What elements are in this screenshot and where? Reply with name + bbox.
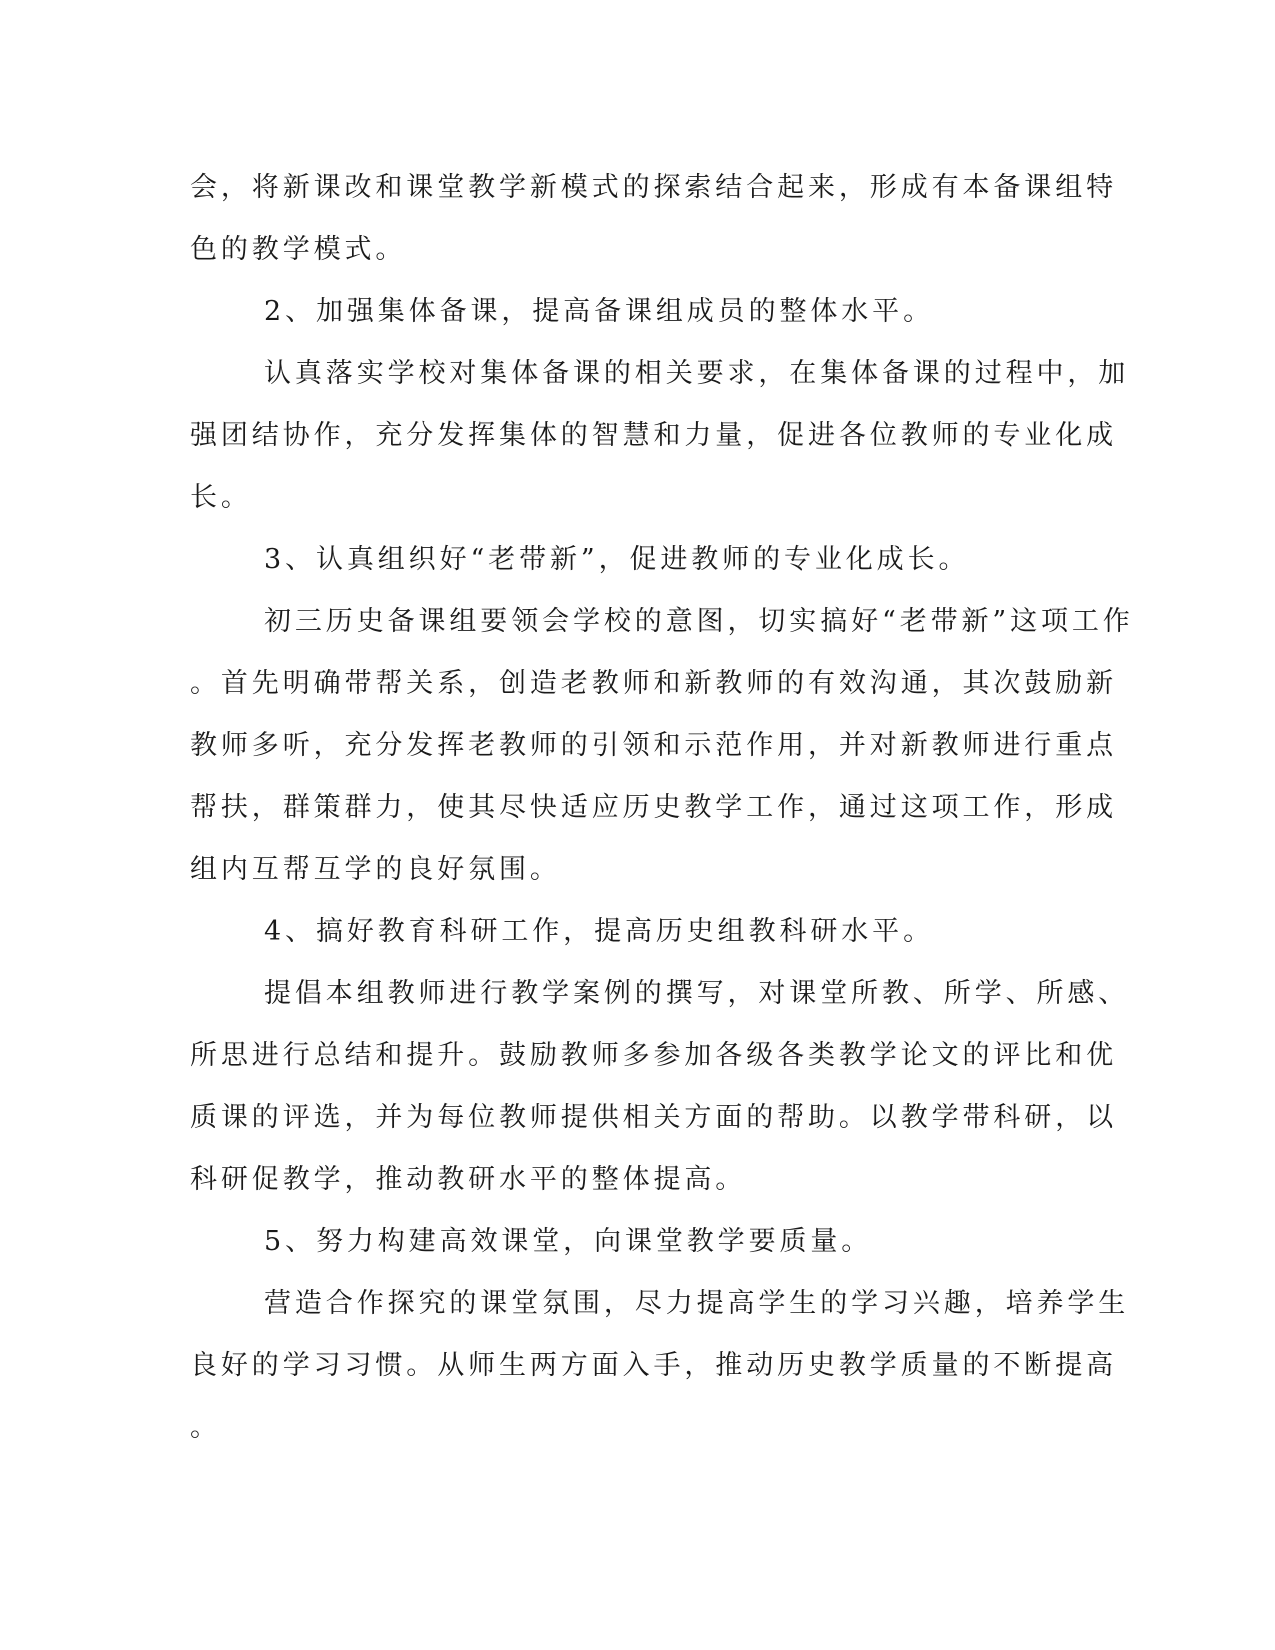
text-line: 初三历史备课组要领会学校的意图，切实搞好“老带新”这项工作 (264, 606, 1134, 637)
text-line: 良好的学习习惯。从师生两方面入手，推动历史教学质量的不断提高 (190, 1350, 1117, 1381)
text-line: 会，将新课改和课堂教学新模式的探索结合起来，形成有本备课组特 (190, 172, 1117, 203)
text-line: 帮扶，群策群力，使其尽快适应历史教学工作，通过这项工作，形成 (190, 792, 1117, 823)
text-line: 所思进行总结和提升。鼓励教师多参加各级各类教学论文的评比和优 (190, 1040, 1117, 1071)
text-line: 。首先明确带帮关系，创造老教师和新教师的有效沟通，其次鼓励新 (190, 668, 1117, 699)
text-line: 科研促教学，推动教研水平的整体提高。 (190, 1164, 747, 1195)
section-heading: 3、认真组织好“老带新”，促进教师的专业化成长。 (264, 544, 970, 575)
text-line: 教师多听，充分发挥老教师的引领和示范作用，并对新教师进行重点 (190, 730, 1117, 761)
text-line: 质课的评选，并为每位教师提供相关方面的帮助。以教学带科研，以 (190, 1102, 1117, 1133)
section-heading: 5、努力构建高效课堂，向课堂教学要质量。 (264, 1226, 873, 1257)
text-line: 认真落实学校对集体备课的相关要求，在集体备课的过程中，加 (264, 358, 1130, 389)
text-line: 色的教学模式。 (190, 234, 407, 265)
section-heading: 4、搞好教育科研工作，提高历史组教科研水平。 (264, 916, 934, 947)
text-line: 长。 (190, 482, 252, 513)
text-line: 。 (190, 1412, 221, 1443)
text-line: 强团结协作，充分发挥集体的智慧和力量，促进各位教师的专业化成 (190, 420, 1117, 451)
text-line: 组内互帮互学的良好氛围。 (190, 854, 561, 885)
section-heading: 2、加强集体备课，提高备课组成员的整体水平。 (264, 296, 934, 327)
text-line: 提倡本组教师进行教学案例的撰写，对课堂所教、所学、所感、 (264, 978, 1130, 1009)
text-line: 营造合作探究的课堂氛围，尽力提高学生的学习兴趣，培养学生 (264, 1288, 1130, 1319)
